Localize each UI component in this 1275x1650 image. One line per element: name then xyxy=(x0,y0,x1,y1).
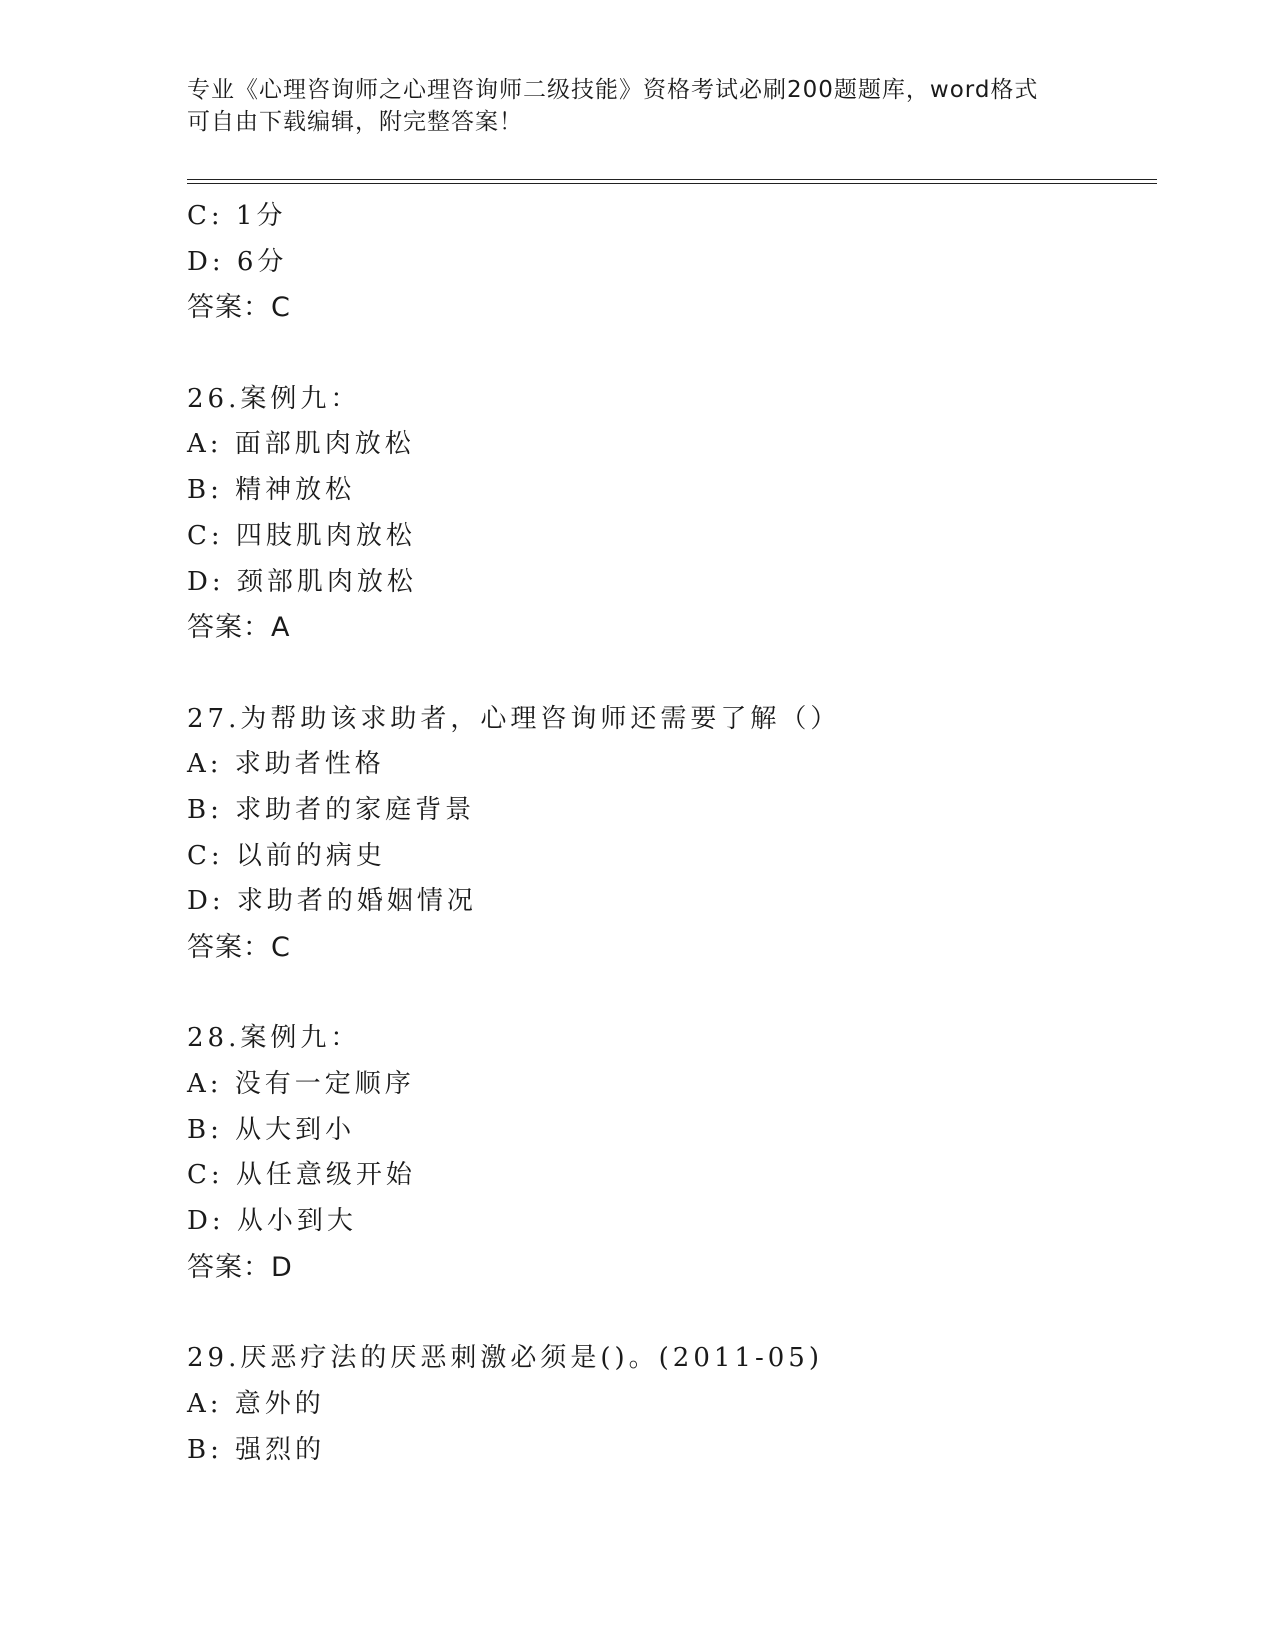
option-d: D: 颈部肌肉放松 xyxy=(187,566,417,597)
question-25-continued xyxy=(187,194,1147,331)
header-line-2: 可自由下载编辑，附完整答案！ xyxy=(187,109,523,135)
question-title: 29.厌恶疗法的厌恶刺激必须是()。(2011-05) xyxy=(187,1343,823,1374)
answer-line: 答案：A xyxy=(187,612,291,644)
option-c: C: 1分 xyxy=(187,201,287,231)
option-a: A: 意外的 xyxy=(187,1388,325,1419)
header-divider-bottom xyxy=(187,183,1157,184)
question-27 xyxy=(187,697,1147,971)
option-b: B: 强烈的 xyxy=(187,1434,326,1465)
option-a: A: 求助者性格 xyxy=(187,749,385,780)
spacer xyxy=(187,1291,1147,1337)
spacer xyxy=(187,651,1147,697)
header-divider-top xyxy=(187,179,1157,180)
option-c: C: 以前的病史 xyxy=(187,840,386,871)
option-b: B: 精神放松 xyxy=(187,475,356,506)
option-b: B: 从大到小 xyxy=(187,1114,356,1145)
document-header xyxy=(187,74,1087,138)
option-c: C: 四肢肌肉放松 xyxy=(187,520,416,551)
option-d: D: 求助者的婚姻情况 xyxy=(187,886,477,917)
question-28 xyxy=(187,1016,1147,1290)
question-26 xyxy=(187,377,1147,651)
answer-line: 答案：C xyxy=(187,292,291,324)
option-a: A: 面部肌肉放松 xyxy=(187,429,415,460)
question-title: 27.为帮助该求助者，心理咨询师还需要了解（） xyxy=(187,703,841,734)
question-title: 28.案例九： xyxy=(187,1023,361,1054)
question-29 xyxy=(187,1336,1147,1473)
option-b: B: 求助者的家庭背景 xyxy=(187,794,476,825)
option-d: D: 6分 xyxy=(187,246,288,277)
spacer xyxy=(187,971,1147,1017)
option-c: C: 从任意级开始 xyxy=(187,1160,416,1191)
question-list xyxy=(187,194,1147,1473)
answer-line: 答案：D xyxy=(187,1251,293,1283)
option-a: A: 没有一定顺序 xyxy=(187,1069,415,1100)
option-d: D: 从小到大 xyxy=(187,1206,357,1237)
question-title: 26.案例九： xyxy=(187,383,361,414)
spacer xyxy=(187,331,1147,377)
header-line-1: 专业《心理咨询师之心理咨询师二级技能》资格考试必刷200题题库，word格式 xyxy=(187,77,1039,103)
answer-line: 答案：C xyxy=(187,932,291,963)
